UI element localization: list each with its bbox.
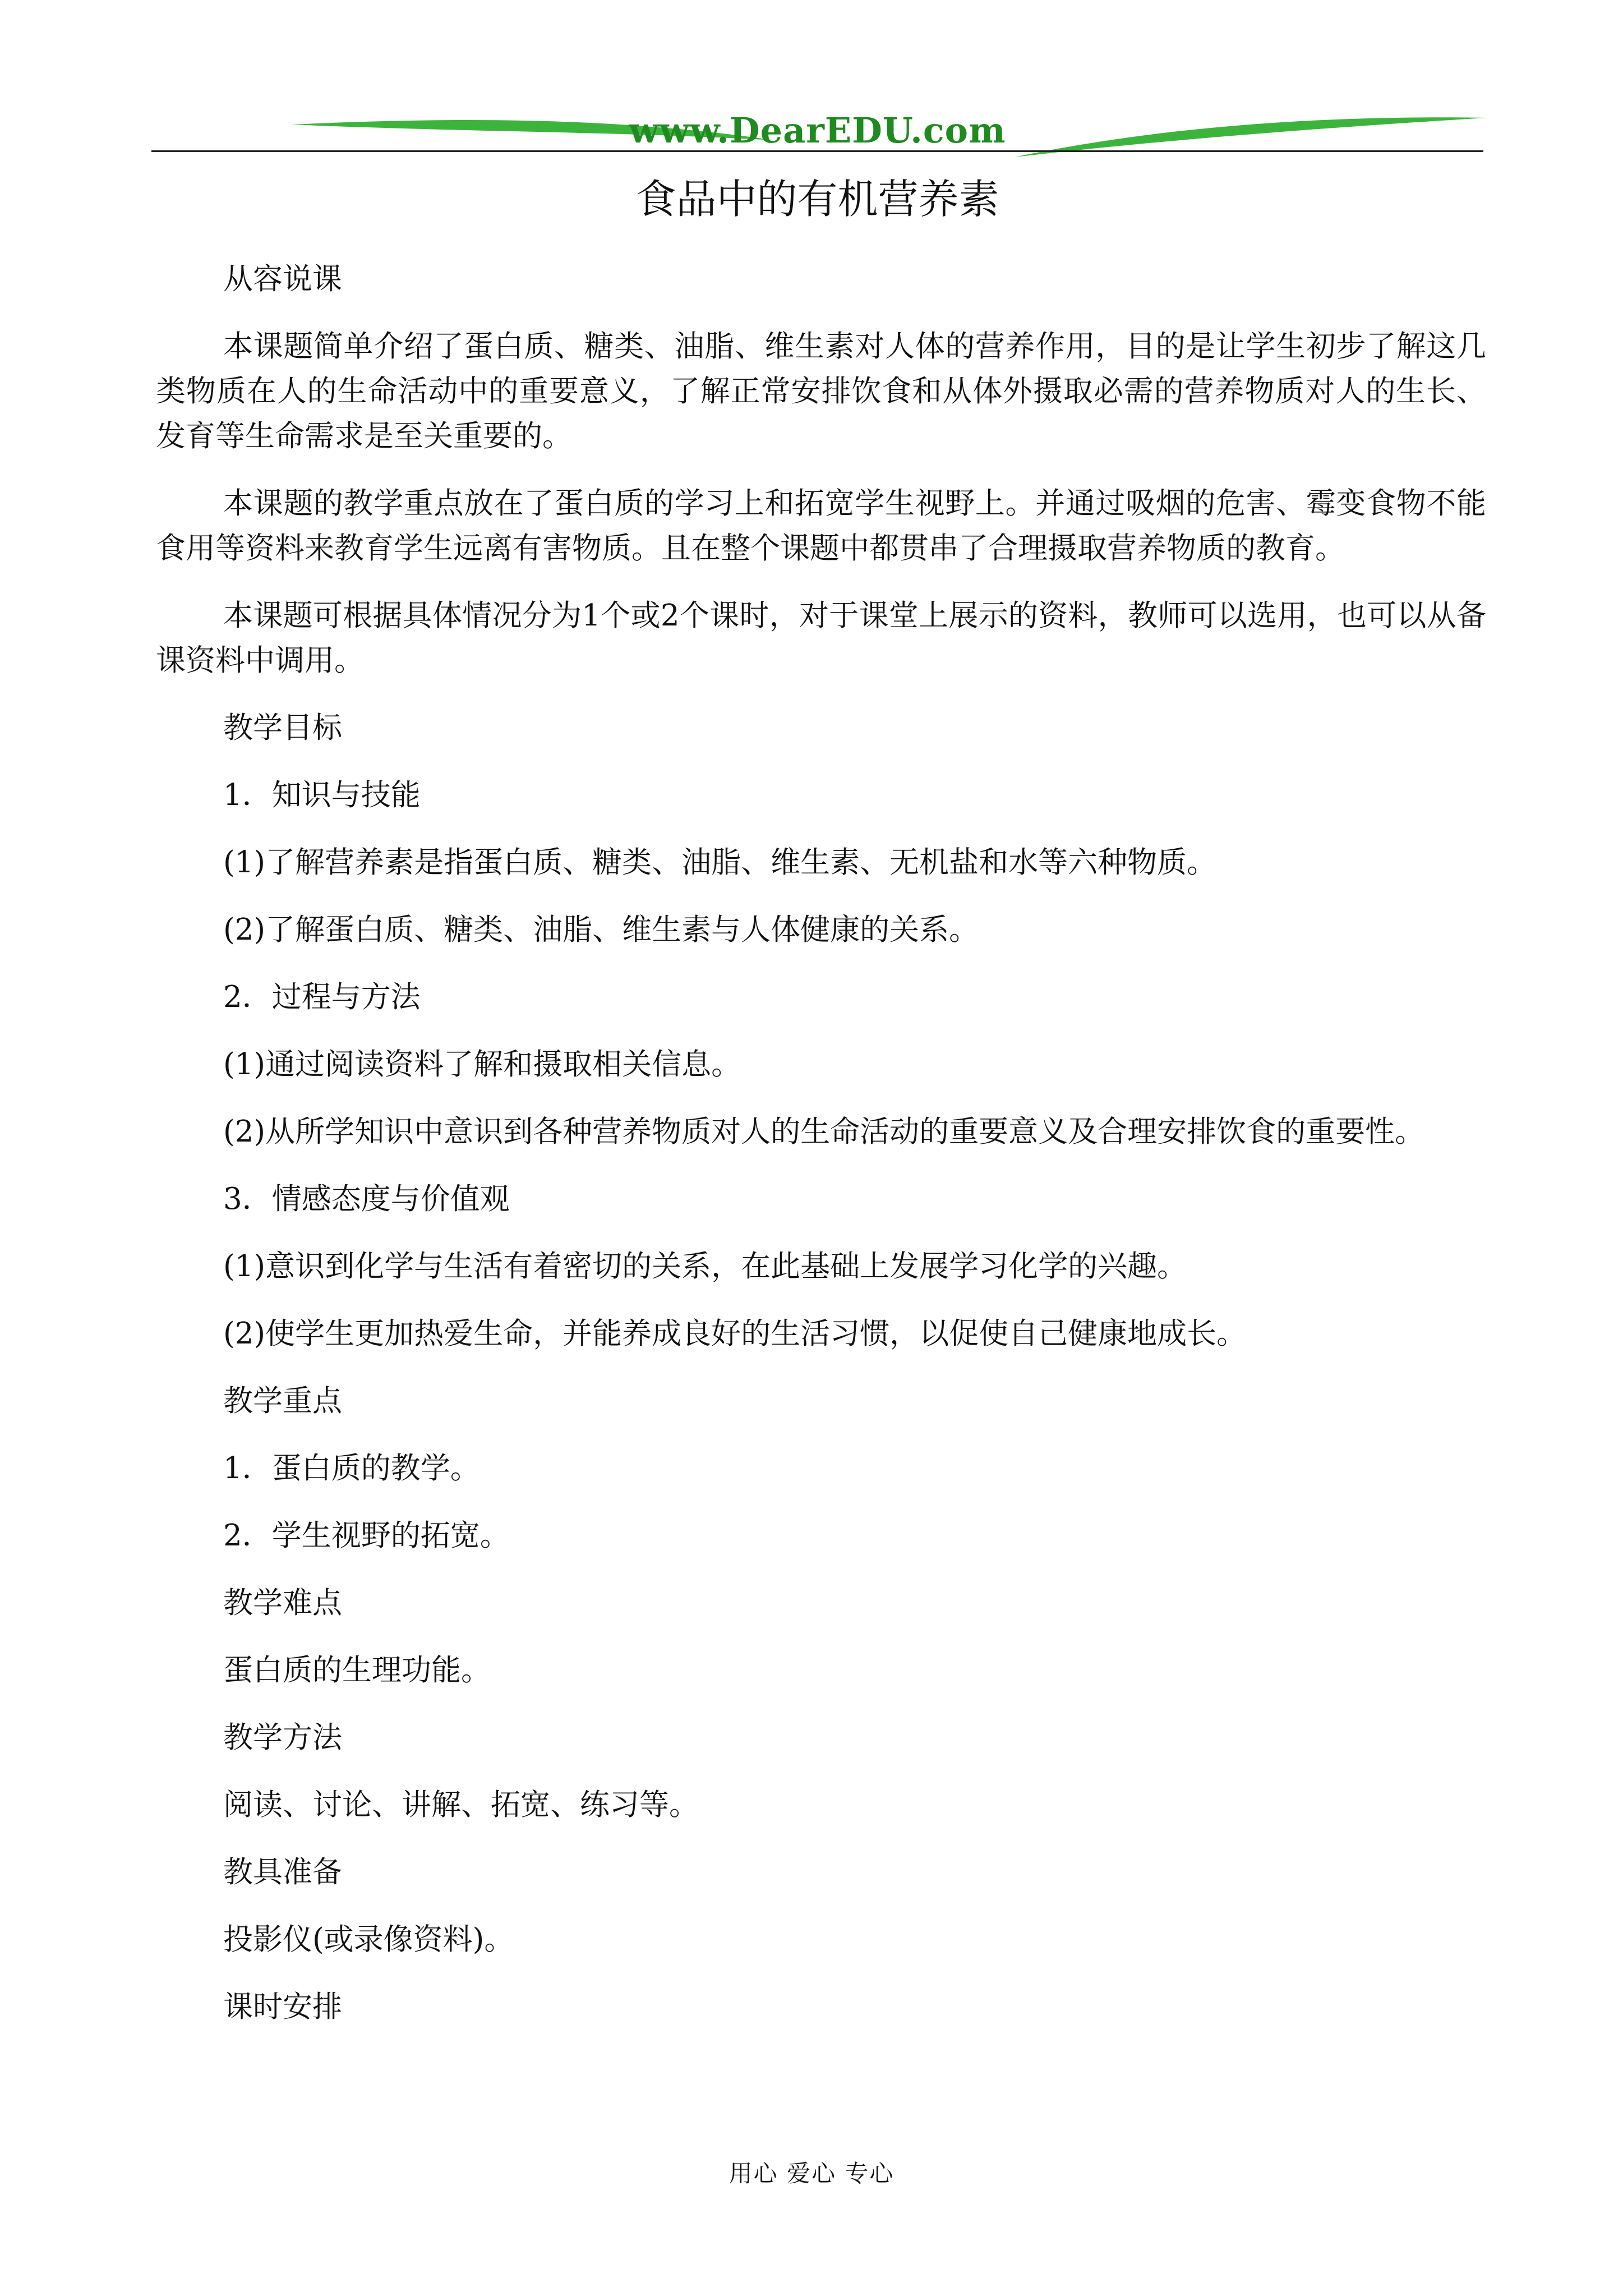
section-heading: 教具准备: [223, 1855, 342, 1889]
logo-text: www.DearEDU.com: [629, 110, 1006, 151]
section-heading: 教学重点: [223, 1384, 342, 1418]
list-item: (1)意识到化学与生活有着密切的关系，在此基础上发展学习化学的兴趣。: [223, 1249, 1187, 1283]
subheading: 3．情感态度与价值观: [223, 1182, 510, 1216]
section-heading: 从容说课: [223, 262, 342, 296]
paragraph: 阅读、讨论、讲解、拓宽、练习等。: [223, 1788, 699, 1822]
paragraph: 本课题简单介绍了蛋白质、糖类、油脂、维生素对人体的营养作用，目的是让学生初步了解这几类物质在人的生命活动中的重要意义，了解正常安排饮食和从体外摄取必需的营养物质对人的生长、发育等生命需求是至关重要的。: [156, 329, 1486, 453]
paragraph: 本课题的教学重点放在了蛋白质的学习上和拓宽学生视野上。并通过吸烟的危害、霉变食物不能食用等资料来教育学生远离有害物质。且在整个课题中都贯串了合理摄取营养物质的教育。: [156, 486, 1486, 565]
paragraph: 投影仪(或录像资料)。: [223, 1922, 514, 1957]
list-item: (2)使学生更加热爱生命，并能养成良好的生活习惯，以促使自己健康地成长。: [223, 1317, 1247, 1351]
list-item: (1)通过阅读资料了解和摄取相关信息。: [223, 1047, 741, 1082]
page-title: 食品中的有机营养素: [635, 176, 999, 223]
paragraph: 本课题可根据具体情况分为1个或2个课时，对于课堂上展示的资料，教师可以选用，也可以从备课资料中调用。: [156, 599, 1486, 678]
header-logo: [151, 107, 1483, 174]
subheading: 2．过程与方法: [223, 980, 421, 1014]
section-heading: 教学方法: [223, 1720, 342, 1755]
page-footer: 用心 爱心 专心: [728, 2160, 895, 2187]
document-body: [156, 257, 1486, 2030]
paragraph: 蛋白质的生理功能。: [223, 1653, 491, 1687]
list-item: 1．蛋白质的教学。: [223, 1451, 480, 1485]
section-heading: 课时安排: [223, 1990, 342, 2024]
list-item: (2)从所学知识中意识到各种营养物质对人的生命活动的重要意义及合理安排饮食的重要性。: [223, 1115, 1425, 1149]
subheading: 1．知识与技能: [223, 778, 421, 812]
list-item: 2．学生视野的拓宽。: [223, 1519, 510, 1553]
list-item: (2)了解蛋白质、糖类、油脂、维生素与人体健康的关系。: [223, 913, 979, 947]
list-item: (1)了解营养素是指蛋白质、糖类、油脂、维生素、无机盐和水等六种物质。: [223, 845, 1217, 880]
section-heading: 教学难点: [223, 1586, 342, 1620]
section-heading: 教学目标: [223, 711, 342, 745]
header-divider: [151, 150, 1483, 152]
